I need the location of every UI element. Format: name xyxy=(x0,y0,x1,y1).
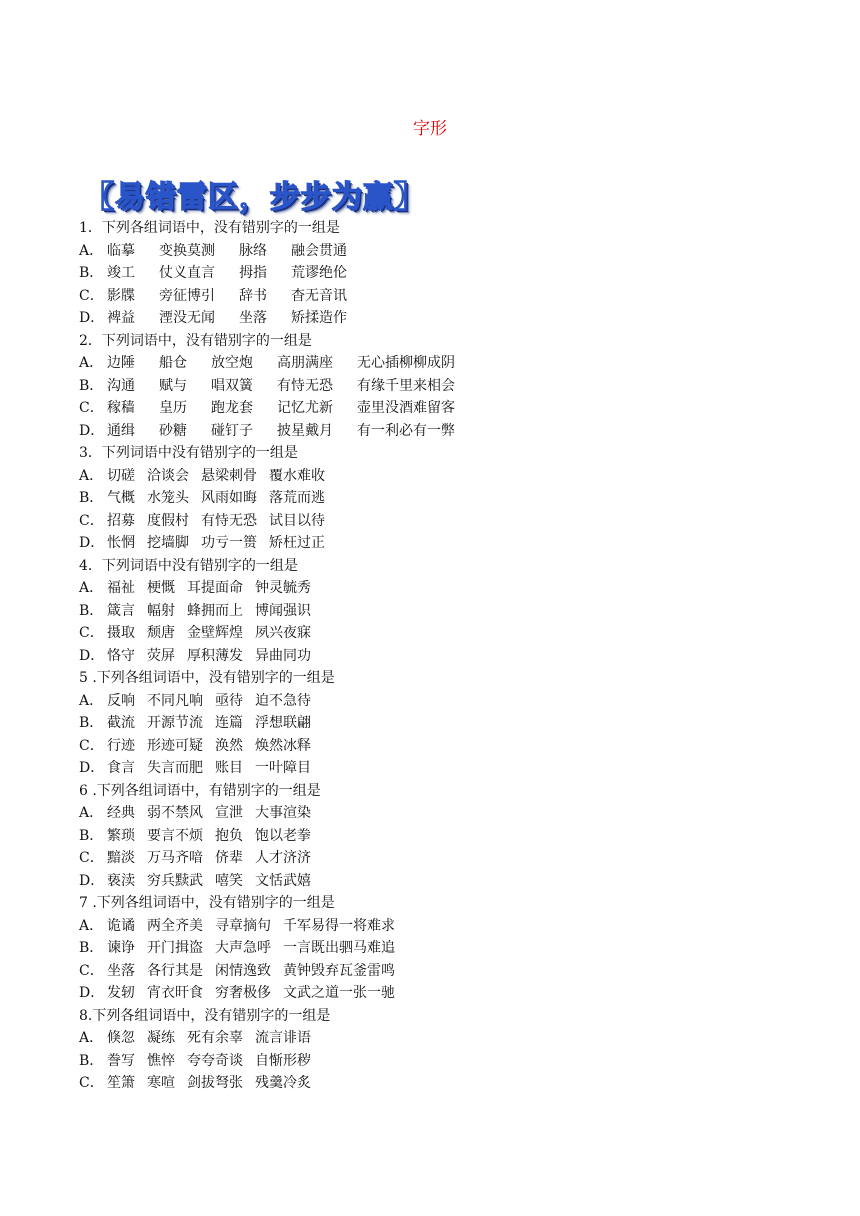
option-word: 悬梁刺骨 xyxy=(201,467,257,484)
option-word: 矫揉造作 xyxy=(291,310,347,326)
option-word: 记忆尤新 xyxy=(277,400,333,416)
option-word: 气概 xyxy=(107,490,135,506)
option-word: 笙箫 xyxy=(107,1075,135,1091)
option-word: 开门揖盗 xyxy=(147,940,203,956)
option-word: 挖墙脚 xyxy=(147,535,189,551)
answer-option xyxy=(79,285,819,308)
option-letter: A． xyxy=(79,1030,104,1046)
option-word: 文武之道一张一驰 xyxy=(283,985,395,1001)
answer-option xyxy=(79,915,819,938)
answer-option xyxy=(79,307,819,330)
option-word: 黯淡 xyxy=(107,850,135,866)
option-letter: A． xyxy=(79,242,104,259)
option-word: 切磋 xyxy=(107,467,135,484)
option-word: 人才济济 xyxy=(255,850,311,866)
answer-option xyxy=(79,577,819,600)
answer-option xyxy=(79,825,819,848)
option-word: 变换莫测 xyxy=(159,242,215,259)
option-word: 焕然冰释 xyxy=(255,737,311,754)
option-word: 不同凡响 xyxy=(147,692,203,709)
question-stem: 1．下列各组词语中，没有错别字的一组是 xyxy=(79,220,340,236)
option-word: 恪守 xyxy=(107,647,135,664)
option-letter: C． xyxy=(79,400,104,416)
option-letter: B． xyxy=(79,940,104,956)
option-word: 异曲同功 xyxy=(255,647,311,664)
option-word: 一叶障目 xyxy=(255,760,311,776)
option-word: 文恬武嬉 xyxy=(255,872,311,889)
option-word: 要言不烦 xyxy=(147,827,203,844)
option-word: 流言诽语 xyxy=(255,1030,311,1046)
option-word: 抱负 xyxy=(215,827,243,844)
option-word: 有一利必有一弊 xyxy=(357,422,455,439)
option-word: 金壁辉煌 xyxy=(187,625,243,641)
option-letter: D． xyxy=(79,760,105,776)
answer-option xyxy=(79,1072,819,1095)
option-letter: C． xyxy=(79,962,104,979)
option-word: 失言而肥 xyxy=(147,760,203,776)
option-word: 壶里没酒难留客 xyxy=(357,400,455,416)
option-word: 旁征博引 xyxy=(159,287,215,304)
option-word: 箴言 xyxy=(107,602,135,619)
option-word: 残羹冷炙 xyxy=(255,1075,311,1091)
option-letter: C． xyxy=(79,287,104,304)
option-word: 有恃无恐 xyxy=(277,377,333,394)
option-letter: A． xyxy=(79,580,104,596)
option-word: 各行其是 xyxy=(147,962,203,979)
option-letter: B． xyxy=(79,827,104,844)
option-word: 度假村 xyxy=(147,512,189,529)
answer-option xyxy=(79,397,819,420)
option-letter: B． xyxy=(79,1052,104,1069)
option-word: 竣工 xyxy=(107,265,135,281)
option-word: 穷兵黩武 xyxy=(147,872,203,889)
option-word: 反响 xyxy=(107,692,135,709)
option-word: 嘻笑 xyxy=(215,872,243,889)
option-letter: A． xyxy=(79,355,104,371)
option-word: 摄取 xyxy=(107,625,135,641)
option-word: 脉络 xyxy=(239,242,267,259)
option-letter: C． xyxy=(79,625,104,641)
option-word: 洽谈会 xyxy=(147,467,189,484)
option-word: 连篇 xyxy=(215,715,243,731)
answer-option xyxy=(79,982,819,1005)
option-word: 账目 xyxy=(215,760,243,776)
option-word: 大声急呼 xyxy=(215,940,271,956)
option-word: 行迹 xyxy=(107,737,135,754)
option-word: 夸夸奇谈 xyxy=(187,1052,243,1069)
option-word: 亵渎 xyxy=(107,872,135,889)
option-word: 博闻强识 xyxy=(255,602,311,619)
option-word: 侪辈 xyxy=(215,850,243,866)
answer-option xyxy=(79,420,819,443)
option-word: 坐落 xyxy=(239,310,267,326)
option-letter: B． xyxy=(79,602,104,619)
option-word: 闲情逸致 xyxy=(215,962,271,979)
answer-option xyxy=(79,690,819,713)
question-stem: 5 .下列各组词语中，没有错别字的一组是 xyxy=(79,670,335,686)
answer-option xyxy=(79,870,819,893)
option-word: 有缘千里来相会 xyxy=(357,377,455,394)
answer-option xyxy=(79,757,819,780)
option-word: 诡谲 xyxy=(107,917,135,934)
option-word: 耳提面命 xyxy=(187,580,243,596)
option-word: 边陲 xyxy=(107,355,135,371)
option-word: 食言 xyxy=(107,760,135,776)
option-letter: C． xyxy=(79,850,104,866)
option-letter: B． xyxy=(79,490,104,506)
option-word: 厚积薄发 xyxy=(187,647,243,664)
option-word: 拇指 xyxy=(239,265,267,281)
answer-option xyxy=(79,262,819,285)
option-word: 饱以老拳 xyxy=(255,827,311,844)
option-word: 梗慨 xyxy=(147,580,175,596)
option-word: 亟待 xyxy=(215,692,243,709)
option-word: 涣然 xyxy=(215,737,243,754)
option-word: 披星戴月 xyxy=(277,422,333,439)
option-letter: D． xyxy=(79,535,105,551)
answer-option xyxy=(79,600,819,623)
option-word: 碰钉子 xyxy=(211,422,253,439)
option-word: 夙兴夜寐 xyxy=(255,625,311,641)
question-stem: 4．下列词语中没有错别字的一组是 xyxy=(79,557,298,574)
option-word: 两全齐美 xyxy=(147,917,203,934)
question-stem: 6 .下列各组词语中，有错别字的一组是 xyxy=(79,782,321,799)
option-word: 裨益 xyxy=(107,310,135,326)
option-word: 死有余辜 xyxy=(187,1030,243,1046)
option-letter: C． xyxy=(79,512,104,529)
option-letter: D． xyxy=(79,872,105,889)
answer-option xyxy=(79,712,819,735)
option-letter: C． xyxy=(79,737,104,754)
option-word: 赋与 xyxy=(159,377,187,394)
answer-option xyxy=(79,960,819,983)
option-word: 穷奢极侈 xyxy=(215,985,271,1001)
option-word: 融会贯通 xyxy=(291,242,347,259)
option-word: 有恃无恐 xyxy=(201,512,257,529)
answer-option xyxy=(79,532,819,555)
answer-option xyxy=(79,937,819,960)
answer-option xyxy=(79,1050,819,1073)
option-word: 功亏一篑 xyxy=(201,535,257,551)
option-word: 怅惘 xyxy=(107,535,135,551)
answer-option xyxy=(79,802,819,825)
option-word: 水笼头 xyxy=(147,490,189,506)
option-word: 寻章摘句 xyxy=(215,917,271,934)
question-stem: 2．下列词语中，没有错别字的一组是 xyxy=(79,332,312,349)
option-word: 试目以待 xyxy=(269,512,325,529)
option-letter: A． xyxy=(79,917,104,934)
option-word: 杳无音讯 xyxy=(291,287,347,304)
option-word: 落荒而逃 xyxy=(269,490,325,506)
option-word: 影牒 xyxy=(107,287,135,304)
option-word: 万马齐喑 xyxy=(147,850,203,866)
option-word: 沟通 xyxy=(107,377,135,394)
answer-option xyxy=(79,375,819,398)
option-word: 幅射 xyxy=(147,602,175,619)
option-word: 仗义直言 xyxy=(159,265,215,281)
answer-option xyxy=(79,352,819,375)
option-word: 大事渲染 xyxy=(255,805,311,821)
option-word: 发轫 xyxy=(107,985,135,1001)
option-word: 湮没无闻 xyxy=(159,310,215,326)
option-letter: A． xyxy=(79,692,104,709)
option-word: 无心插柳柳成阴 xyxy=(357,355,455,371)
answer-option xyxy=(79,240,819,263)
option-word: 稼穑 xyxy=(107,400,135,416)
option-word: 剑拔弩张 xyxy=(187,1075,243,1091)
option-word: 弱不禁风 xyxy=(147,805,203,821)
option-word: 开源节流 xyxy=(147,715,203,731)
answer-option xyxy=(79,735,819,758)
option-letter: C． xyxy=(79,1075,104,1091)
option-letter: B． xyxy=(79,715,104,731)
option-word: 寒喧 xyxy=(147,1075,175,1091)
option-letter: D． xyxy=(79,647,105,664)
answer-option xyxy=(79,487,819,510)
option-letter: A． xyxy=(79,467,104,484)
option-word: 宵衣旰食 xyxy=(147,985,203,1001)
option-word: 截流 xyxy=(107,715,135,731)
option-letter: B． xyxy=(79,265,104,281)
option-word: 迫不急待 xyxy=(255,692,311,709)
option-word: 覆水难收 xyxy=(269,467,325,484)
option-word: 宣泄 xyxy=(215,805,243,821)
option-word: 放空炮 xyxy=(211,355,253,371)
option-word: 浮想联翩 xyxy=(255,715,311,731)
answer-option xyxy=(79,1027,819,1050)
option-word: 谏诤 xyxy=(107,940,135,956)
option-word: 辞书 xyxy=(239,287,267,304)
option-word: 招募 xyxy=(107,512,135,529)
option-word: 一言既出驷马难追 xyxy=(283,940,395,956)
answer-option xyxy=(79,645,819,668)
option-word: 倏忽 xyxy=(107,1030,135,1046)
option-word: 憔悴 xyxy=(147,1052,175,1069)
option-word: 砂糖 xyxy=(159,422,187,439)
answer-option xyxy=(79,622,819,645)
option-word: 钟灵毓秀 xyxy=(255,580,311,596)
option-word: 福祉 xyxy=(107,580,135,596)
option-word: 唱双簧 xyxy=(211,377,253,394)
option-word: 坐落 xyxy=(107,962,135,979)
page-title: 字形 xyxy=(413,119,447,139)
option-word: 荒谬绝伦 xyxy=(291,265,347,281)
option-letter: B． xyxy=(79,377,104,394)
option-word: 凝练 xyxy=(147,1030,175,1046)
option-word: 皇历 xyxy=(159,400,187,416)
option-word: 蜂拥而上 xyxy=(187,602,243,619)
option-letter: D． xyxy=(79,422,105,439)
option-word: 繁琐 xyxy=(107,827,135,844)
option-word: 黄钟毁弃瓦釜雷鸣 xyxy=(283,962,395,979)
option-letter: D． xyxy=(79,985,105,1001)
option-letter: D． xyxy=(79,310,105,326)
answer-option xyxy=(79,465,819,488)
option-letter: A． xyxy=(79,805,104,821)
section-banner: 【易错雷区，步步为赢】 xyxy=(84,180,425,215)
answer-option xyxy=(79,847,819,870)
option-word: 形迹可疑 xyxy=(147,737,203,754)
question-stem: 8.下列各组词语中，没有错别字的一组是 xyxy=(79,1007,331,1024)
option-word: 颓唐 xyxy=(147,625,175,641)
option-word: 荧屏 xyxy=(147,647,175,664)
option-word: 船仓 xyxy=(159,355,187,371)
option-word: 跑龙套 xyxy=(211,400,253,416)
option-word: 通缉 xyxy=(107,422,135,439)
option-word: 矫枉过正 xyxy=(269,535,325,551)
answer-option xyxy=(79,510,819,533)
option-word: 临摹 xyxy=(107,242,135,259)
question-stem: 3．下列词语中没有错别字的一组是 xyxy=(79,445,298,461)
option-word: 誊写 xyxy=(107,1052,135,1069)
option-word: 千军易得一将难求 xyxy=(283,917,395,934)
question-list xyxy=(79,217,819,1095)
option-word: 经典 xyxy=(107,805,135,821)
option-word: 高朋满座 xyxy=(277,355,333,371)
option-word: 风雨如晦 xyxy=(201,490,257,506)
question-stem: 7 .下列各组词语中，没有错别字的一组是 xyxy=(79,895,335,911)
option-word: 自惭形秽 xyxy=(255,1052,311,1069)
